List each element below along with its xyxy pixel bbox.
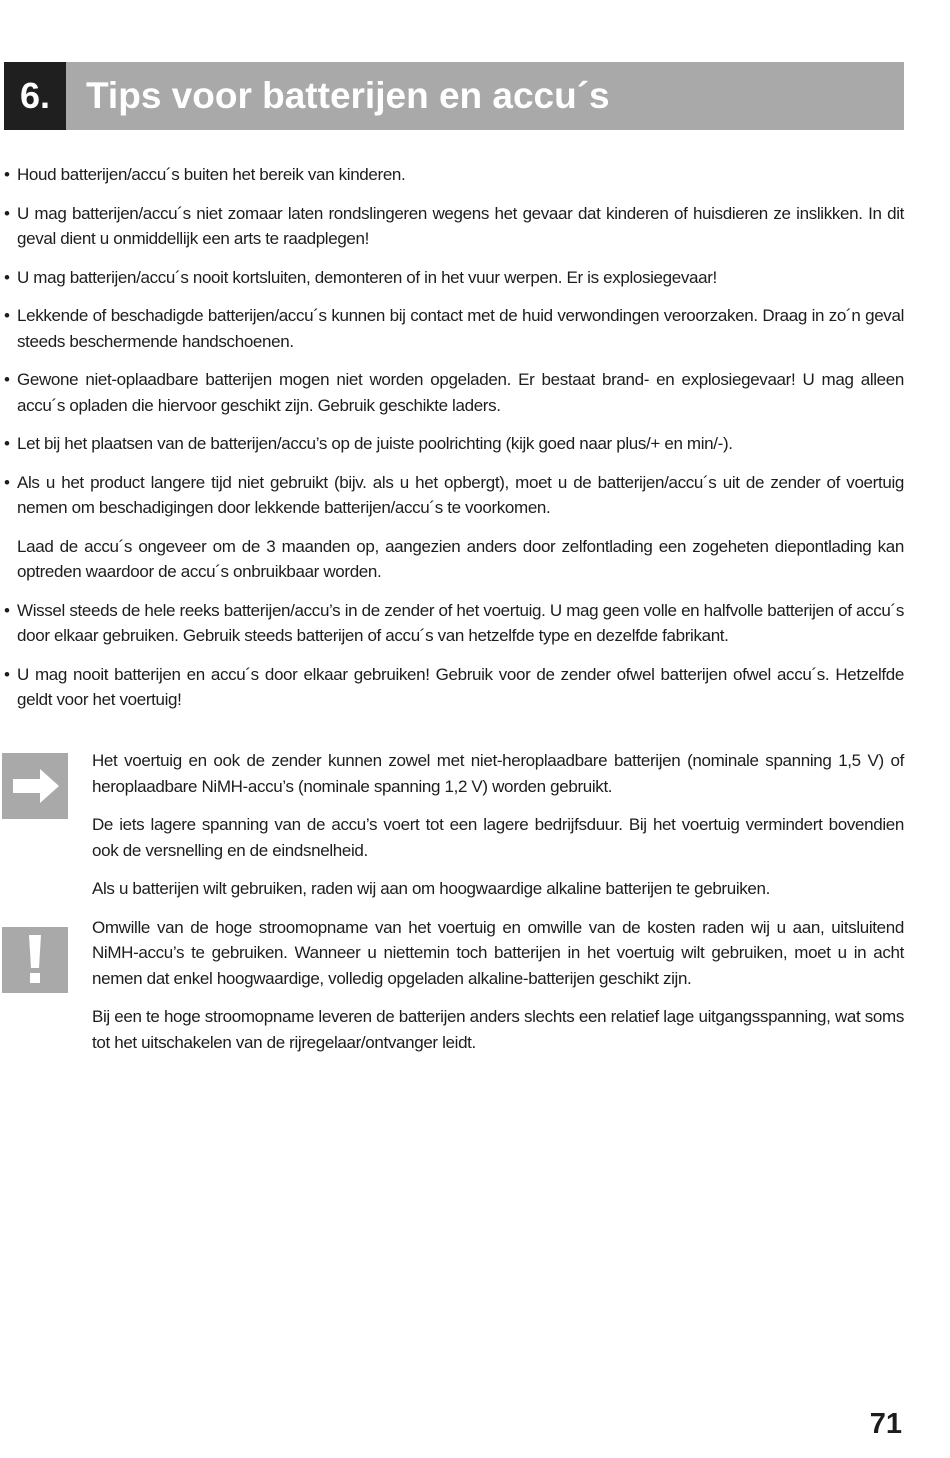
list-item	[4, 201, 904, 252]
list-item-text: U mag batterijen/accu´s nooit kortsluiten, demonteren of in het vuur werpen. Er is explosiegevaar!	[17, 267, 717, 287]
arrow-right-icon	[2, 753, 68, 819]
bullet-marker: •	[4, 165, 10, 184]
bullet-marker: •	[4, 203, 10, 223]
list-item-continuation	[4, 534, 904, 585]
note-paragraph: De iets lagere spanning van de accu’s voert tot een lagere bedrijfsduur. Bij het voertuig vermindert bovendien ook de versnelling en de eindsnelheid.	[92, 815, 904, 860]
list-item-text: Laad de accu´s ongeveer om de 3 maanden op, aangezien anders door zelfontlading een zogeheten diepontlading kan optreden waardoor de accu´s onbruikbaar worden.	[17, 536, 904, 581]
bullet-marker: •	[4, 664, 10, 684]
list-item	[4, 598, 904, 649]
list-item-text: Let bij het plaatsen van de batterijen/accu’s op de juiste poolrichting (kijk goed naar plus/+ en min/-).	[17, 434, 733, 453]
section-title: Tips voor batterijen en accu´s	[66, 62, 904, 130]
list-item	[4, 662, 904, 713]
list-item-text: U mag batterijen/accu´s niet zomaar laten rondslingeren wegens het gevaar dat kinderen of huisdieren ze inslikken. In dit geval dient u onmiddellijk een arts te raadplegen!	[17, 203, 904, 248]
notes-block	[92, 748, 904, 1068]
bullet-marker: •	[4, 267, 10, 287]
note-paragraph: Omwille van de hoge stroomopname van het voertuig en omwille van de kosten raden wij u aan, uitsluitend NiMH-accu’s te gebruiken. Wanneer u niettemin toch batterijen in het voertuig wilt gebruiken, moet u in acht nemen dat enkel hoogwaardige, volledig opgeladen alkaline-batterijen geschikt zijn.	[92, 917, 904, 988]
bullet-marker: •	[4, 434, 10, 453]
list-item-text: Als u het product langere tijd niet gebruikt (bijv. als u het opbergt), moet u de batterijen/accu´s uit de zender of voertuig nemen om beschadigingen door lekkende batterijen/accu´s te voorkomen.	[17, 472, 904, 517]
list-item-text: Houd batterijen/accu´s buiten het bereik van kinderen.	[17, 165, 406, 184]
list-item	[4, 303, 904, 354]
note-paragraph: Het voertuig en ook de zender kunnen zowel met niet-heroplaadbare batterijen (nominale spanning 1,5 V) of heroplaadbare NiMH-accu’s (nominale spanning 1,2 V) worden gebruikt.	[92, 751, 904, 796]
list-item	[4, 162, 904, 188]
bullet-marker: •	[4, 472, 10, 492]
note-paragraph: Bij een te hoge stroomopname leveren de batterijen anders slechts een relatief lage uitgangsspanning, wat soms tot het uitschakelen van de rijregelaar/ontvanger leidt.	[92, 1007, 904, 1052]
bullet-marker: •	[4, 370, 10, 389]
list-item-text: Gewone niet-oplaadbare batterijen mogen niet worden opgeladen. Er bestaat brand- en explosiegevaar! U mag alleen accu´s opladen die hiervoor geschikt zijn. Gebruik geschikte laders.	[17, 370, 904, 415]
bullet-list	[4, 162, 904, 726]
page-number: 71	[869, 1408, 902, 1440]
list-item-text: Lekkende of beschadigde batterijen/accu´s kunnen bij contact met de huid verwondingen veroorzaken. Draag in zo´n geval steeds beschermende handschoenen.	[17, 306, 904, 351]
section-number: 6.	[4, 62, 66, 130]
list-item	[4, 367, 904, 418]
bullet-marker: •	[4, 306, 10, 325]
list-item-text: Wissel steeds de hele reeks batterijen/accu’s in de zender of het voertuig. U mag geen volle en halfvolle batterijen of accu´s door elkaar gebruiken. Gebruik steeds batterijen of accu´s van hetzelfde type en dezelfde fabrikant.	[17, 600, 904, 645]
note-paragraph: Als u batterijen wilt gebruiken, raden wij aan om hoogwaardige alkaline batterijen te gebruiken.	[92, 879, 770, 898]
section-header	[4, 62, 904, 130]
list-item	[4, 265, 904, 291]
bullet-marker: •	[4, 600, 10, 620]
list-item	[4, 470, 904, 521]
list-item-text: U mag nooit batterijen en accu´s door elkaar gebruiken! Gebruik voor de zender ofwel batterijen ofwel accu´s. Hetzelfde geldt voor het voertuig!	[17, 664, 904, 709]
list-item	[4, 431, 904, 457]
exclamation-icon	[2, 927, 68, 993]
